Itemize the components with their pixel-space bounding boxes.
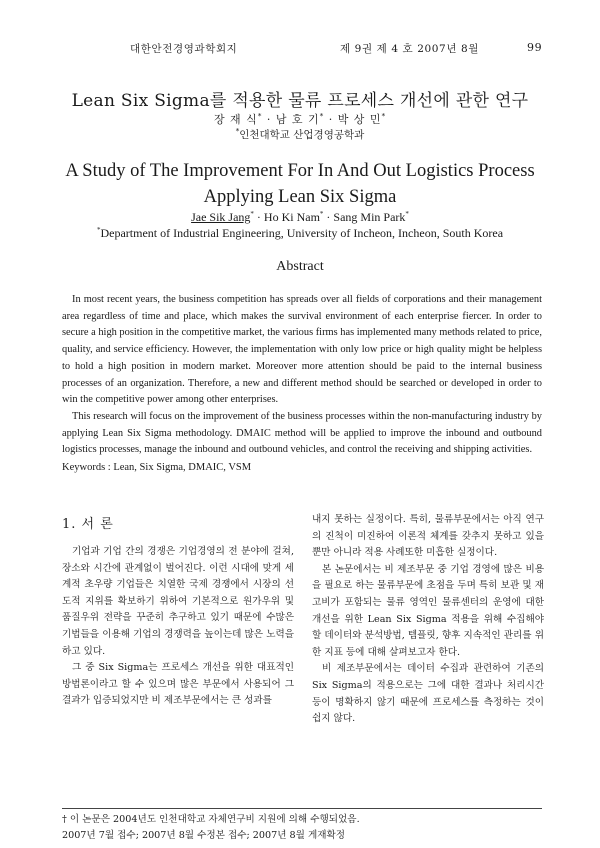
section-heading-introduction: 1. 서 론	[62, 517, 114, 532]
authors-korean: 장 재 식* · 남 호 기* · 박 상 민*	[213, 112, 387, 126]
affiliation-english: *Department of Industrial Engineering, University of Incheon, Incheon, South Korea	[96, 226, 504, 240]
issue-info: 제 9권 제 4 호 2007년 8월	[340, 43, 480, 55]
author-2-en: Ho Ki Nam	[263, 210, 320, 224]
author-2-ko: 남 호 기	[275, 113, 320, 126]
body-column-left	[62, 544, 294, 710]
body-paragraph: 기업과 기업 간의 경쟁은 기업경영의 전 분야에 걸쳐, 장소와 시간에 관계없이 벌어진다. 이런 시대에 맞게 세계적 초우량 기업들은 치열한 국제 경쟁에서 시장의 선도적 지위를 확보하기 위하여 기본적으로 원가우위 및 품질우위 전략을 꾸준히 추구하고 있기 때문에 수많은 기법들을 이용해 기업의 경쟁력을 높이는데 많은 노력을 하고 있다.	[62, 546, 294, 657]
footnote-dates: 2007년 7월 접수; 2007년 8월 수정본 접수; 2007년 8월 게재확정	[62, 830, 346, 841]
journal-name: 대한안전경영과학회지	[130, 43, 238, 55]
body-column-right	[312, 512, 544, 728]
author-3-en: Sang Min Park	[333, 210, 406, 224]
body-paragraph: 비 제조부문에서는 데이터 수집과 관련하여 기존의 Six Sigma의 적용으로는 그에 대한 결과나 처리시간 등이 명확하지 않기 때문에 프로세스를 측정하는 것이 쉽지 않다.	[312, 663, 544, 725]
abstract-heading: Abstract	[276, 259, 324, 274]
body-paragraph: 내지 못하는 실정이다. 특히, 물류부문에서는 아직 연구의 진척이 미진하여 이론적 체계를 갖추지 못하고 있을 뿐만 아니라 적용 사례또한 미흡한 실정이다.	[312, 514, 544, 559]
abstract-paragraph-1: In most recent years, the business competition has spreads over all fields of corporations and their management area regardless of time and place, which makes the survival environment of each enterprise fiercer. In order to secure a high position in the competitive market, the various firms has implemented many methods related to price, quality, and service efficiency. However, the implementation with only low price or high quality might be helpless to hold a high position in modern market. Moreover more attention should be paid to the internal business processes of an organization. Therefore, a new and different method should be searched or developed in order to win the competitive power among other enterprises.	[62, 294, 542, 406]
keywords: Keywords : Lean, Six Sigma, DMAIC, VSM	[62, 462, 252, 473]
footnote-funding: † 이 논문은 2004년도 인천대학교 자체연구비 지원에 의해 수행되었음.	[62, 814, 360, 825]
abstract-body	[62, 292, 542, 459]
authors-english: Jae Sik Jang* · Ho Ki Nam* · Sang Min Park*	[191, 210, 409, 224]
footnote-divider	[62, 808, 542, 809]
affiliation-korean: *인천대학교 산업경영공학과	[235, 127, 365, 141]
paper-title-korean: Lean Six Sigma를 적용한 물류 프로세스 개선에 관한 연구	[71, 91, 529, 111]
body-paragraph: 본 논문에서는 비 제조부문 중 기업 경영에 많은 비용을 필요로 하는 물류부문에 초점을 두며 특히 보관 및 재고비가 포함되는 물류 영역인 물류센터의 운영에 대한 개선을 위한 Lean Six Sigma 적용을 위해 수집해야 할 데이터와 분석방법, 템플릿, 향후 지속적인 관리를 위한 지표 등에 대해 살펴보고자 한다.	[312, 563, 544, 658]
author-3-ko: 박 상 민	[337, 113, 382, 126]
author-1-en: Jae Sik Jang	[191, 210, 251, 224]
author-1-ko: 장 재 식	[213, 113, 258, 126]
body-paragraph: 그 중 Six Sigma는 프로세스 개선을 위한 대표적인 방법론이라고 할 수 있으며 많은 부문에서 사용되어 그 결과가 입증되었지만 비 제조부문에서는 큰 성과를	[62, 662, 294, 707]
paper-title-english: A Study of The Improvement For In And Out Logistics Process Applying Lean Six Sigma	[65, 161, 535, 207]
page-number: 99	[527, 41, 543, 54]
abstract-paragraph-2: This research will focus on the improvement of the business processes within the non-manufacturing industry by applying Lean Six Sigma methodology. DMAIC method will be applied to improve the inbound and outbound logistics processes, manage the inbound and outbound vehicles, and control the receiving and shipping activities.	[62, 410, 542, 456]
